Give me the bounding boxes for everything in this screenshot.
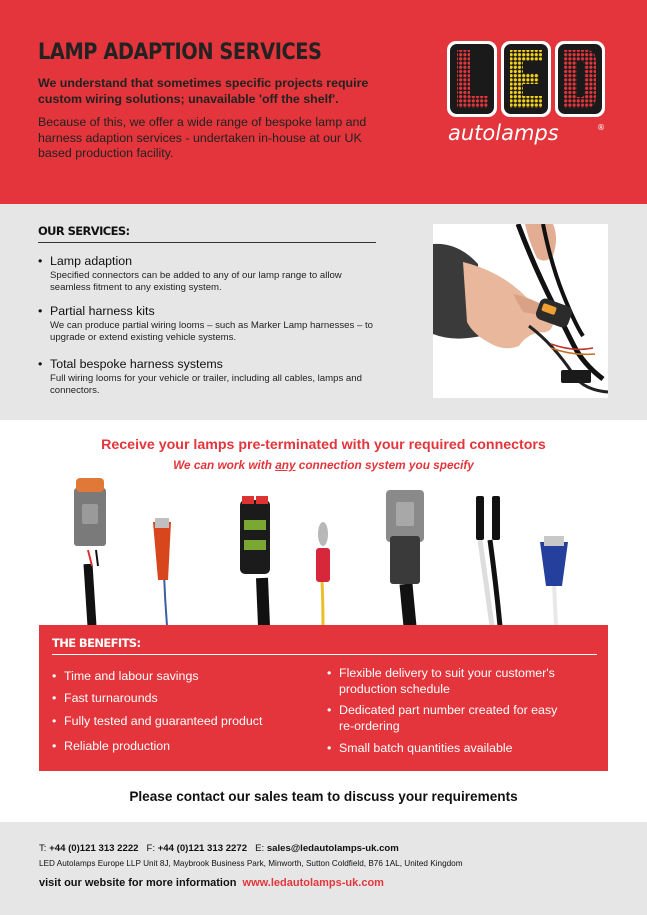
connectors-heading: Receive your lamps pre-terminated with your required connectors xyxy=(101,437,546,453)
intro-bold-text: We understand that sometimes specific projects require custom wiring solutions; unavailable 'off the shelf'. xyxy=(38,76,369,106)
email-link[interactable]: sales@ledautolamps-uk.com xyxy=(266,843,399,854)
benefit-item: • Fully tested and guaranteed product xyxy=(52,714,312,730)
harness-photo xyxy=(433,224,608,398)
phone-label: T: xyxy=(39,843,47,854)
page-title: LAMP ADAPTION SERVICES xyxy=(38,40,322,65)
benefit-item: • Small batch quantities available xyxy=(327,741,587,757)
benefit-item: • Dedicated part number created for easy re-ordering xyxy=(327,703,567,734)
connector-dt-grey-orange xyxy=(74,478,106,626)
benefits-heading: THE BENEFITS: xyxy=(52,636,597,655)
subheading-part: We can work with xyxy=(173,458,276,472)
connector-black-superseal xyxy=(240,496,270,626)
service-item xyxy=(38,254,383,293)
company-address: LED Autolamps Europe LLP Unit 8J, Maybrook Business Park, Minworth, Sutton Coldfield, B76 1AL, United Kingdom xyxy=(39,859,463,868)
connector-red-spade xyxy=(153,518,171,626)
connector-blue-spade xyxy=(540,536,568,626)
logo-subtitle: autolamps xyxy=(448,121,559,145)
led-autolamps-logo xyxy=(446,40,611,150)
benefit-item: • Flexible delivery to suit your customer's production schedule xyxy=(327,666,567,697)
benefit-item: • Fast turnarounds xyxy=(52,691,312,707)
service-title: • Partial harness kits xyxy=(38,304,383,318)
email-label: E: xyxy=(255,843,265,854)
connector-photos xyxy=(40,474,610,626)
service-title: • Lamp adaption xyxy=(38,254,383,268)
benefit-item: • Reliable production xyxy=(52,739,312,755)
service-item xyxy=(38,357,383,396)
website-link[interactable]: www.ledautolamps-uk.com xyxy=(242,877,384,889)
footer xyxy=(0,822,647,915)
connector-dt-grey xyxy=(386,490,424,626)
connector-twin-pins xyxy=(476,496,500,626)
subheading-part: connection system you specify xyxy=(295,458,474,472)
registered-mark: ® xyxy=(597,123,605,132)
fax-number: +44 (0)121 313 2272 xyxy=(157,843,248,854)
service-title: • Total bespoke harness systems xyxy=(38,357,383,371)
service-description: Specified connectors can be added to any of our lamp range to allow seamless fitment to any existing system. xyxy=(50,270,342,293)
contact-details xyxy=(39,843,399,854)
fax-label: F: xyxy=(146,843,156,854)
benefits-panel xyxy=(39,625,608,771)
connectors-subheading xyxy=(0,458,647,472)
service-item xyxy=(38,304,383,343)
website-line xyxy=(39,877,384,889)
intro-text: Because of this, we offer a wide range of bespoke lamp and harness adaption services - undertaken in-house at our UK based production facility. xyxy=(38,115,367,160)
contact-callout: Please contact our sales team to discuss your requirements xyxy=(129,789,518,804)
website-label: visit our website for more information xyxy=(39,877,237,889)
connector-bullet-yellow xyxy=(316,522,330,626)
services-heading: OUR SERVICES: xyxy=(38,224,376,243)
benefit-item: • Time and labour savings xyxy=(52,669,312,685)
phone-number[interactable]: +44 (0)121 313 2222 xyxy=(49,843,139,854)
subheading-emphasis: any xyxy=(275,458,296,472)
service-description: Full wiring looms for your vehicle or trailer, including all cables, lamps and connectors. xyxy=(50,373,362,396)
service-description: We can produce partial wiring looms – such as Marker Lamp harnesses – to upgrade or extend existing vehicle systems. xyxy=(50,320,373,343)
